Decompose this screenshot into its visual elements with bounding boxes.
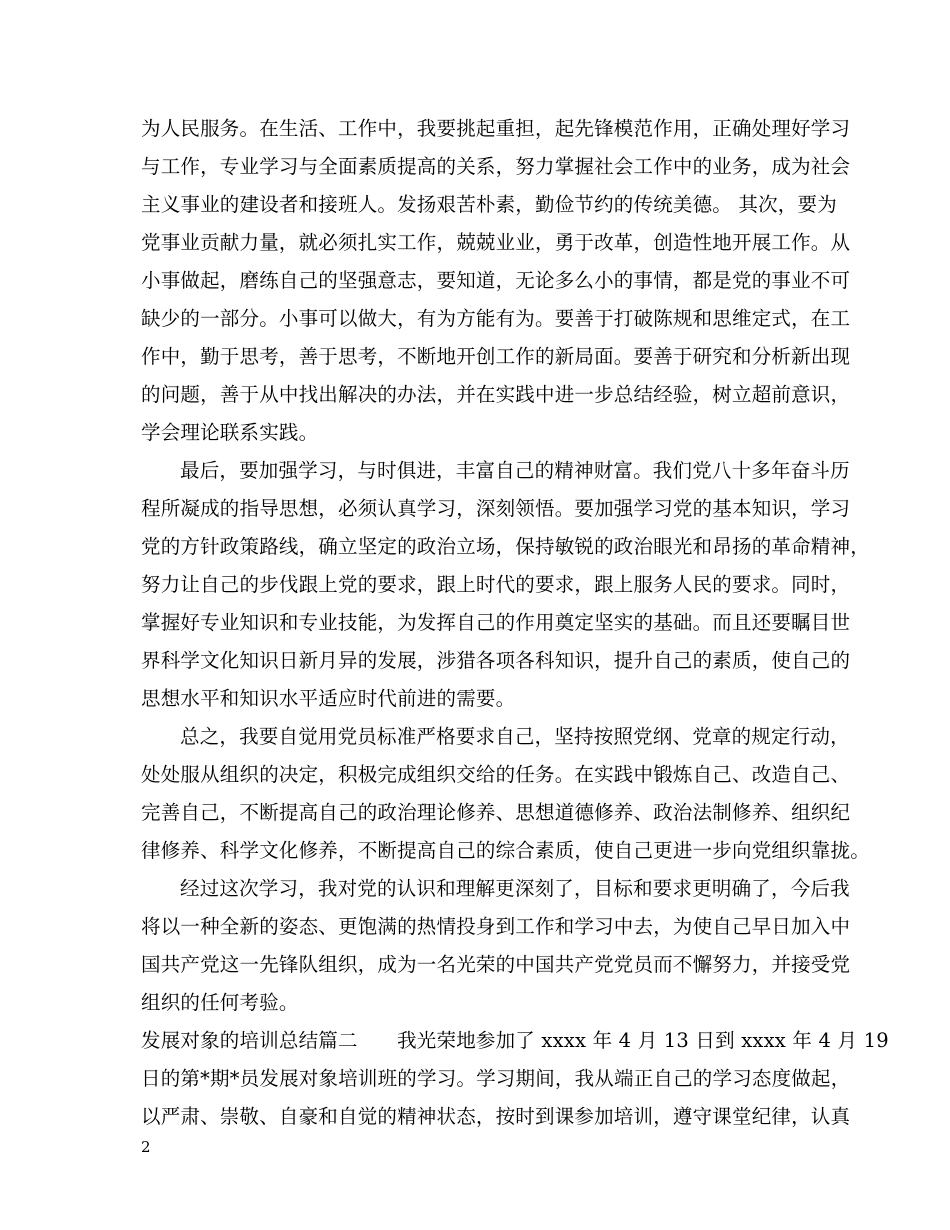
text-line: 主义事业的建设者和接班人。发扬艰苦朴素，勤俭节约的传统美德。 其次，要为 [141,193,837,216]
text-line: 处处服从组织的决定，积极完成组织交给的任务。在实践中锻炼自己、改造自己、 [141,763,851,786]
page-number: 2 [141,1138,151,1156]
paragraph-first-line: 经过这次学习，我对党的认识和理解更深刻了，目标和要求更明确了，今后我 [180,877,850,900]
text-line: 思想水平和知识水平适应时代前进的需要。 [141,687,516,710]
text-line: 学会理论联系实践。 [141,421,319,444]
text-line: 为人民服务。在生活、工作中，我要挑起重担，起先锋模范作用，正确处理好学习 [141,117,851,140]
text-line: 国共产党这一先锋队组织，成为一名光荣的中国共产党党员而不懈努力，并接受党 [141,953,851,976]
text-line: 日的第*期*员发展对象培训班的学习。学习期间，我从端正自己的学习态度做起， [141,1067,851,1090]
text-line: 努力让自己的步伐跟上党的要求，跟上时代的要求，跟上服务人民的要求。同时， [141,573,851,596]
text-line: 小事做起，磨练自己的坚强意志，要知道，无论多么小的事情，都是党的事业不可 [141,269,851,292]
paragraph-first-line: 总之，我要自觉用党员标准严格要求自己，坚持按照党纲、党章的规定行动， [180,725,850,748]
section-heading-line: 发展对象的培训总结篇二 我光荣地参加了 xxxx 年 4 月 13 日到 xxxx 年 4 月 19 [141,1029,889,1052]
text-line: 党的方针政策路线，确立坚定的政治立场，保持敏锐的政治眼光和昂扬的革命精神， [141,535,870,558]
text-line: 界科学文化知识日新月异的发展，涉猎各项各科知识，提升自己的素质，使自己的 [141,649,851,672]
text-line: 程所凝成的指导思想，必须认真学习，深刻领悟。要加强学习党的基本知识，学习 [141,497,851,520]
text-line: 党事业贡献力量，就必须扎实工作，兢兢业业，勇于改革，创造性地开展工作。从 [141,231,851,254]
text-line: 作中，勤于思考，善于思考，不断地开创工作的新局面。要善于研究和分析新出现 [141,345,851,368]
text-line: 将以一种全新的姿态、更饱满的热情投身到工作和学习中去，为使自己早日加入中 [141,915,851,938]
text-line: 缺少的一部分。小事可以做大，有为方能有为。要善于打破陈规和思维定式，在工 [141,307,851,330]
text-line: 与工作，专业学习与全面素质提高的关系，努力掌握社会工作中的业务，成为社会 [141,155,851,178]
text-line: 完善自己，不断提高自己的政治理论修养、思想道德修养、政治法制修养、组织纪 [141,801,851,824]
text-line: 以严肃、崇敬、自豪和自觉的精神状态，按时到课参加培训，遵守课堂纪律，认真 [141,1105,851,1128]
text-line: 的问题，善于从中找出解决的办法，并在实践中进一步总结经验，树立超前意识， [141,383,851,406]
text-line: 律修养、科学文化修养，不断提高自己的综合素质，使自己更进一步向党组织靠拢。 [141,839,870,862]
paragraph-first-line: 最后，要加强学习，与时俱进，丰富自己的精神财富。我们党八十多年奋斗历 [180,459,850,482]
text-line: 掌握好专业知识和专业技能，为发挥自己的作用奠定坚实的基础。而且还要瞩目世 [141,611,851,634]
text-line: 组织的任何考验。 [141,991,299,1014]
